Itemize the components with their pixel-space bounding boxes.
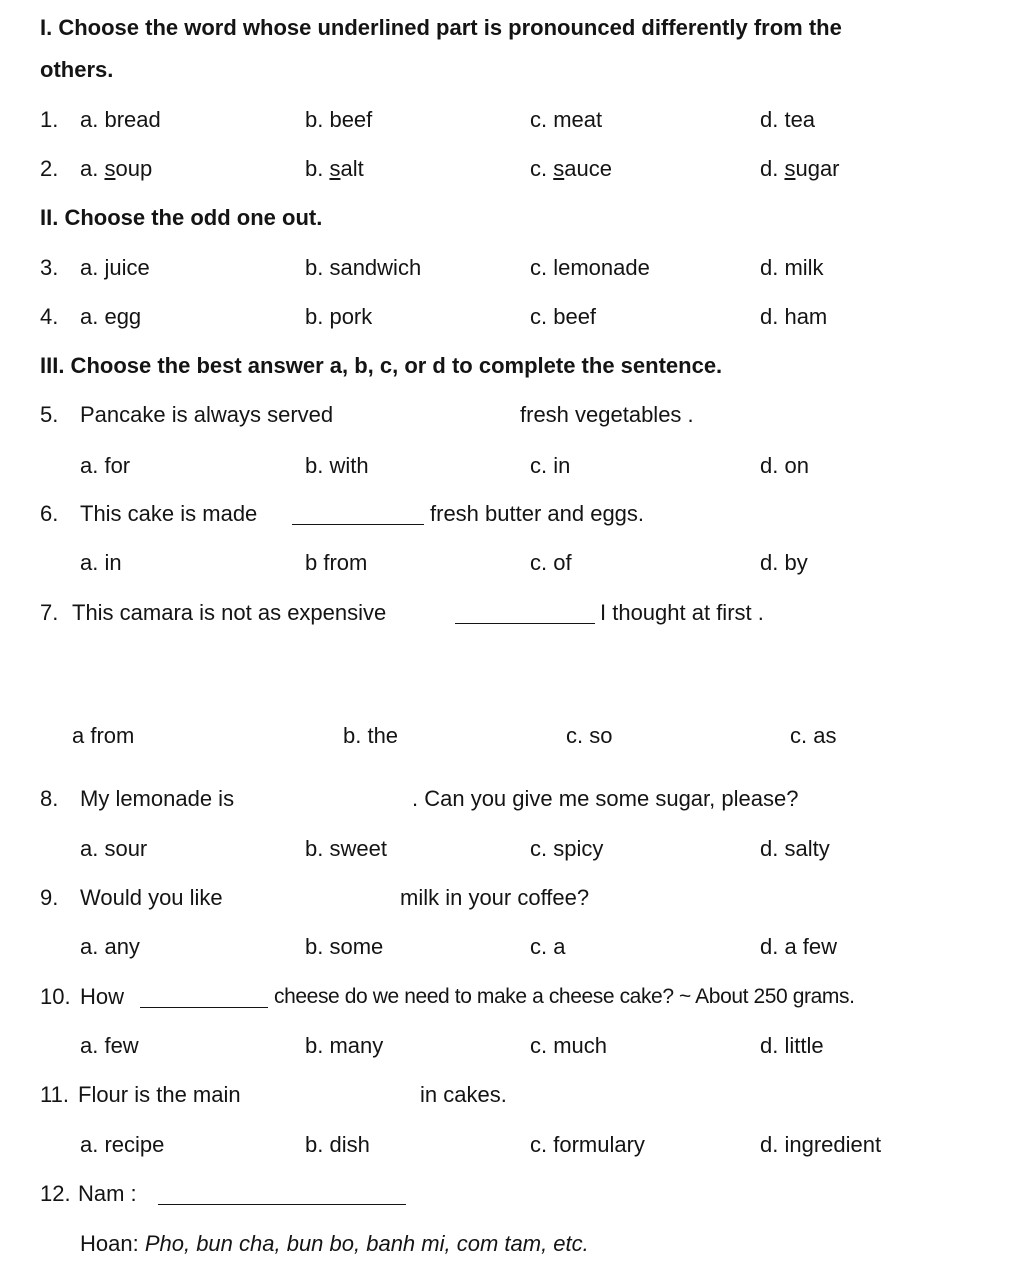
option-a: a. few [80, 1033, 139, 1058]
option-b: b. sweet [305, 836, 387, 861]
option-b: b. dish [305, 1132, 370, 1157]
option-d: c. as [790, 723, 837, 748]
option-b: b. many [305, 1033, 384, 1058]
option-d: d. on [760, 453, 809, 478]
option-d: d. ingredient [760, 1132, 882, 1157]
option-d: d. little [760, 1033, 824, 1058]
option-b: b. some [305, 934, 384, 959]
question-number: 4. [40, 304, 59, 329]
option-a: a. egg [80, 304, 142, 329]
answer-blank [158, 1184, 406, 1205]
question-stem-end: fresh vegetables . [520, 402, 694, 427]
option-c: c. much [530, 1033, 608, 1058]
option-c: c. lemonade [530, 255, 650, 280]
option-rest: alt [340, 156, 364, 181]
option-b: b. sandwich [305, 255, 422, 280]
option-rest: ugar [795, 156, 840, 181]
option-d: d. milk [760, 255, 824, 280]
option-a: a. recipe [80, 1132, 165, 1157]
question-number: 2. [40, 156, 59, 181]
question-number: 10. [40, 984, 71, 1009]
option-b: b. beef [305, 107, 373, 132]
question-number: 3. [40, 255, 59, 280]
question-stem-start: My lemonade is [80, 786, 235, 811]
section-1-heading-line1: I. Choose the word whose underlined part is pronounced differently from the [40, 15, 842, 40]
option-c: c. beef [530, 304, 597, 329]
option-d: d. a few [760, 934, 838, 959]
underlined-part: s [329, 156, 341, 181]
dialogue-speaker-hoan: Hoan: [80, 1231, 145, 1256]
option-a: a. juice [80, 255, 150, 280]
question-stem-start: This cake is made [80, 501, 258, 526]
question-stem-start: Would you like [80, 885, 223, 910]
option-a: a. for [80, 453, 131, 478]
question-number: 1. [40, 107, 59, 132]
question-stem-end: fresh butter and eggs. [430, 501, 645, 526]
option-c: c. in [530, 453, 571, 478]
answer-blank [292, 504, 424, 525]
option-a: a. any [80, 934, 140, 959]
option-b: b. the [343, 723, 399, 748]
option-c: c. meat [530, 107, 603, 132]
option-c: c. spicy [530, 836, 604, 861]
option-c: c. formulary [530, 1132, 645, 1157]
option-b: b from [305, 550, 368, 575]
question-stem-start: Pancake is always served [80, 402, 334, 427]
option-d: d. ham [760, 304, 828, 329]
option-c: c. of [530, 550, 572, 575]
underlined-part: s [784, 156, 796, 181]
question-number: 9. [40, 885, 59, 910]
question-number: 8. [40, 786, 59, 811]
question-stem-end: cheese do we need to make a cheese cake? ~ About 250 grams. [274, 985, 855, 1008]
section-1-heading-line2: others. [40, 57, 114, 82]
option-d: d. salty [760, 836, 830, 861]
option-rest: oup [115, 156, 153, 181]
option-d: d. tea [760, 107, 816, 132]
option-b [305, 155, 364, 183]
answer-blank [455, 603, 595, 624]
answer-blank [140, 987, 268, 1008]
underlined-part: s [553, 156, 565, 181]
reply-text: Pho, bun cha, bun bo, banh mi, com tam, etc. [144, 1231, 589, 1256]
option-rest: auce [564, 156, 612, 181]
question-stem-end: I thought at first . [600, 600, 764, 625]
question-number: 5. [40, 402, 59, 427]
question-number: 7. [40, 600, 59, 625]
option-d: d. by [760, 550, 808, 575]
option-a: a from [72, 723, 135, 748]
underlined-part: s [104, 156, 116, 181]
option-prefix: b. [305, 156, 330, 181]
question-stem-end: milk in your coffee? [400, 885, 590, 910]
dialogue-speaker-nam: Nam : [78, 1181, 137, 1206]
option-c: c. so [566, 723, 613, 748]
option-prefix: c. [530, 156, 554, 181]
question-stem-start: Flour is the main [78, 1082, 241, 1107]
question-stem-start: This camara is not as expensive [72, 600, 387, 625]
option-prefix: a. [80, 156, 105, 181]
question-stem-end: in cakes. [420, 1082, 507, 1107]
option-a: a. sour [80, 836, 148, 861]
question-number: 11. [40, 1082, 69, 1107]
option-a: a. bread [80, 107, 161, 132]
question-number: 6. [40, 501, 59, 526]
section-3-heading: III. Choose the best answer a, b, c, or d to complete the sentence. [40, 353, 723, 378]
option-b: b. pork [305, 304, 373, 329]
dialogue-reply [80, 1230, 589, 1258]
option-c: c. a [530, 934, 566, 959]
option-a [80, 155, 152, 183]
question-stem-start: How [80, 984, 125, 1009]
question-stem-end: . Can you give me some sugar, please? [412, 786, 799, 811]
option-d [760, 155, 840, 183]
question-number: 12. [40, 1181, 71, 1206]
option-prefix: d. [760, 156, 785, 181]
option-c [530, 155, 612, 183]
option-a: a. in [80, 550, 122, 575]
section-2-heading: II. Choose the odd one out. [40, 205, 323, 230]
option-b: b. with [305, 453, 369, 478]
